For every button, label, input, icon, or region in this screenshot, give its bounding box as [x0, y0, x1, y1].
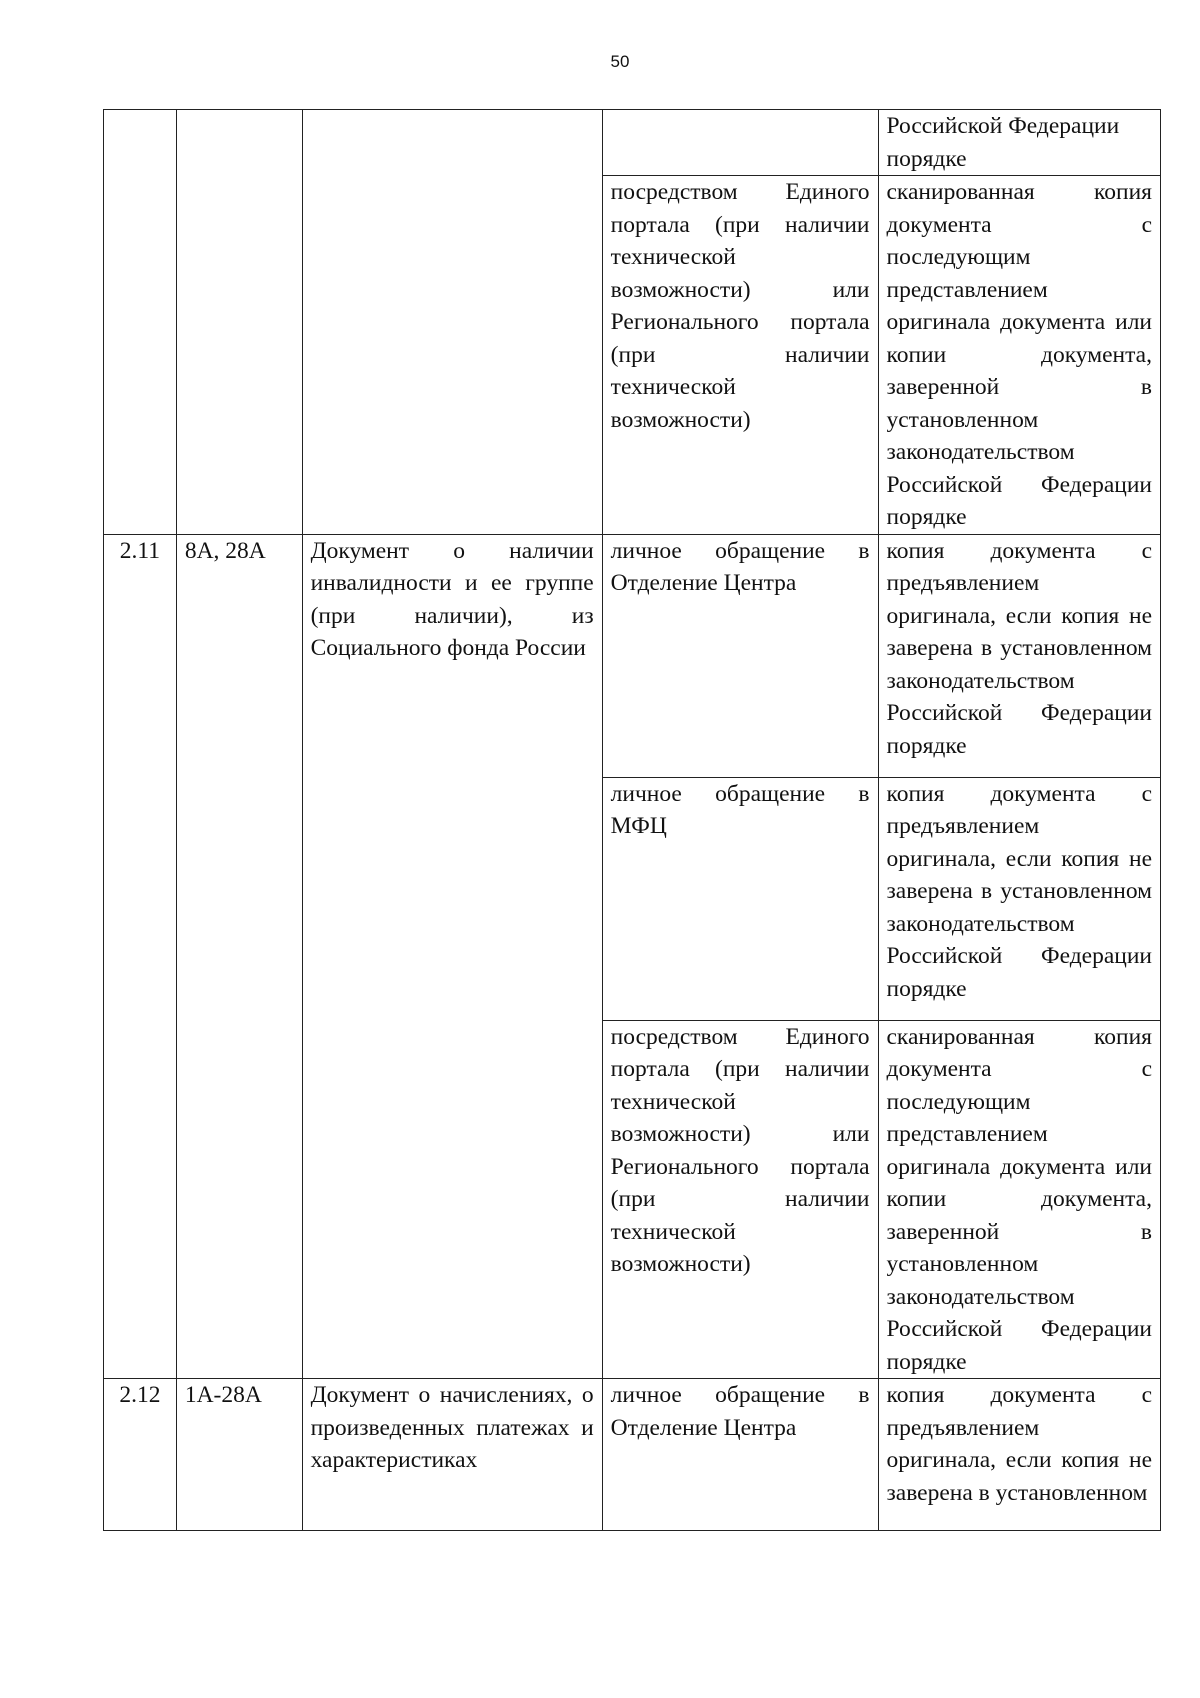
row-number-cell: 2.11	[104, 534, 177, 1379]
classes-cell: 8А, 28А	[176, 534, 302, 1379]
requirement-cell: Российской Федерации порядке	[878, 110, 1161, 176]
document-cell: Документ о начислениях, о произведенных платежах и характеристиках	[302, 1379, 602, 1531]
requirement-cell: сканированная копия документа с последующим представлением оригинала документа или копии документа, заверенной в установленном законодательством Российской Федерации порядке	[878, 1020, 1161, 1379]
method-cell: личное обращение в МФЦ	[602, 777, 878, 1020]
row-number-cell: 2.12	[104, 1379, 177, 1531]
method-cell	[602, 110, 878, 176]
method-cell: личное обращение в Отделение Центра	[602, 1379, 878, 1531]
method-cell: посредством Единого портала (при наличии технической возможности) или Регионального портала (при наличии технической возможности)	[602, 176, 878, 535]
table-row	[104, 110, 1161, 176]
classes-cell	[176, 110, 302, 535]
table-row	[104, 1379, 1161, 1531]
row-number-cell	[104, 110, 177, 535]
document-cell	[302, 110, 602, 535]
page-number: 50	[610, 52, 630, 71]
method-cell: личное обращение в Отделение Центра	[602, 534, 878, 777]
requirement-cell: копия документа с предъявлением оригинала, если копия не заверена в установленном	[878, 1379, 1161, 1531]
requirement-cell: копия документа с предъявлением оригинала, если копия не заверена в установленном законодательством Российской Федерации порядке	[878, 534, 1161, 777]
requirement-cell: копия документа с предъявлением оригинала, если копия не заверена в установленном законодательством Российской Федерации порядке	[878, 777, 1161, 1020]
method-cell: посредством Единого портала (при наличии технической возможности) или Регионального портала (при наличии технической возможности)	[602, 1020, 878, 1379]
documents-table	[103, 109, 1161, 1531]
requirement-cell: сканированная копия документа с последующим представлением оригинала документа или копии документа, заверенной в установленном законодательством Российской Федерации порядке	[878, 176, 1161, 535]
table-row	[104, 534, 1161, 777]
classes-cell: 1А-28А	[176, 1379, 302, 1531]
document-cell: Документ о наличии инвалидности и ее группе (при наличии), из Социального фонда России	[302, 534, 602, 1379]
